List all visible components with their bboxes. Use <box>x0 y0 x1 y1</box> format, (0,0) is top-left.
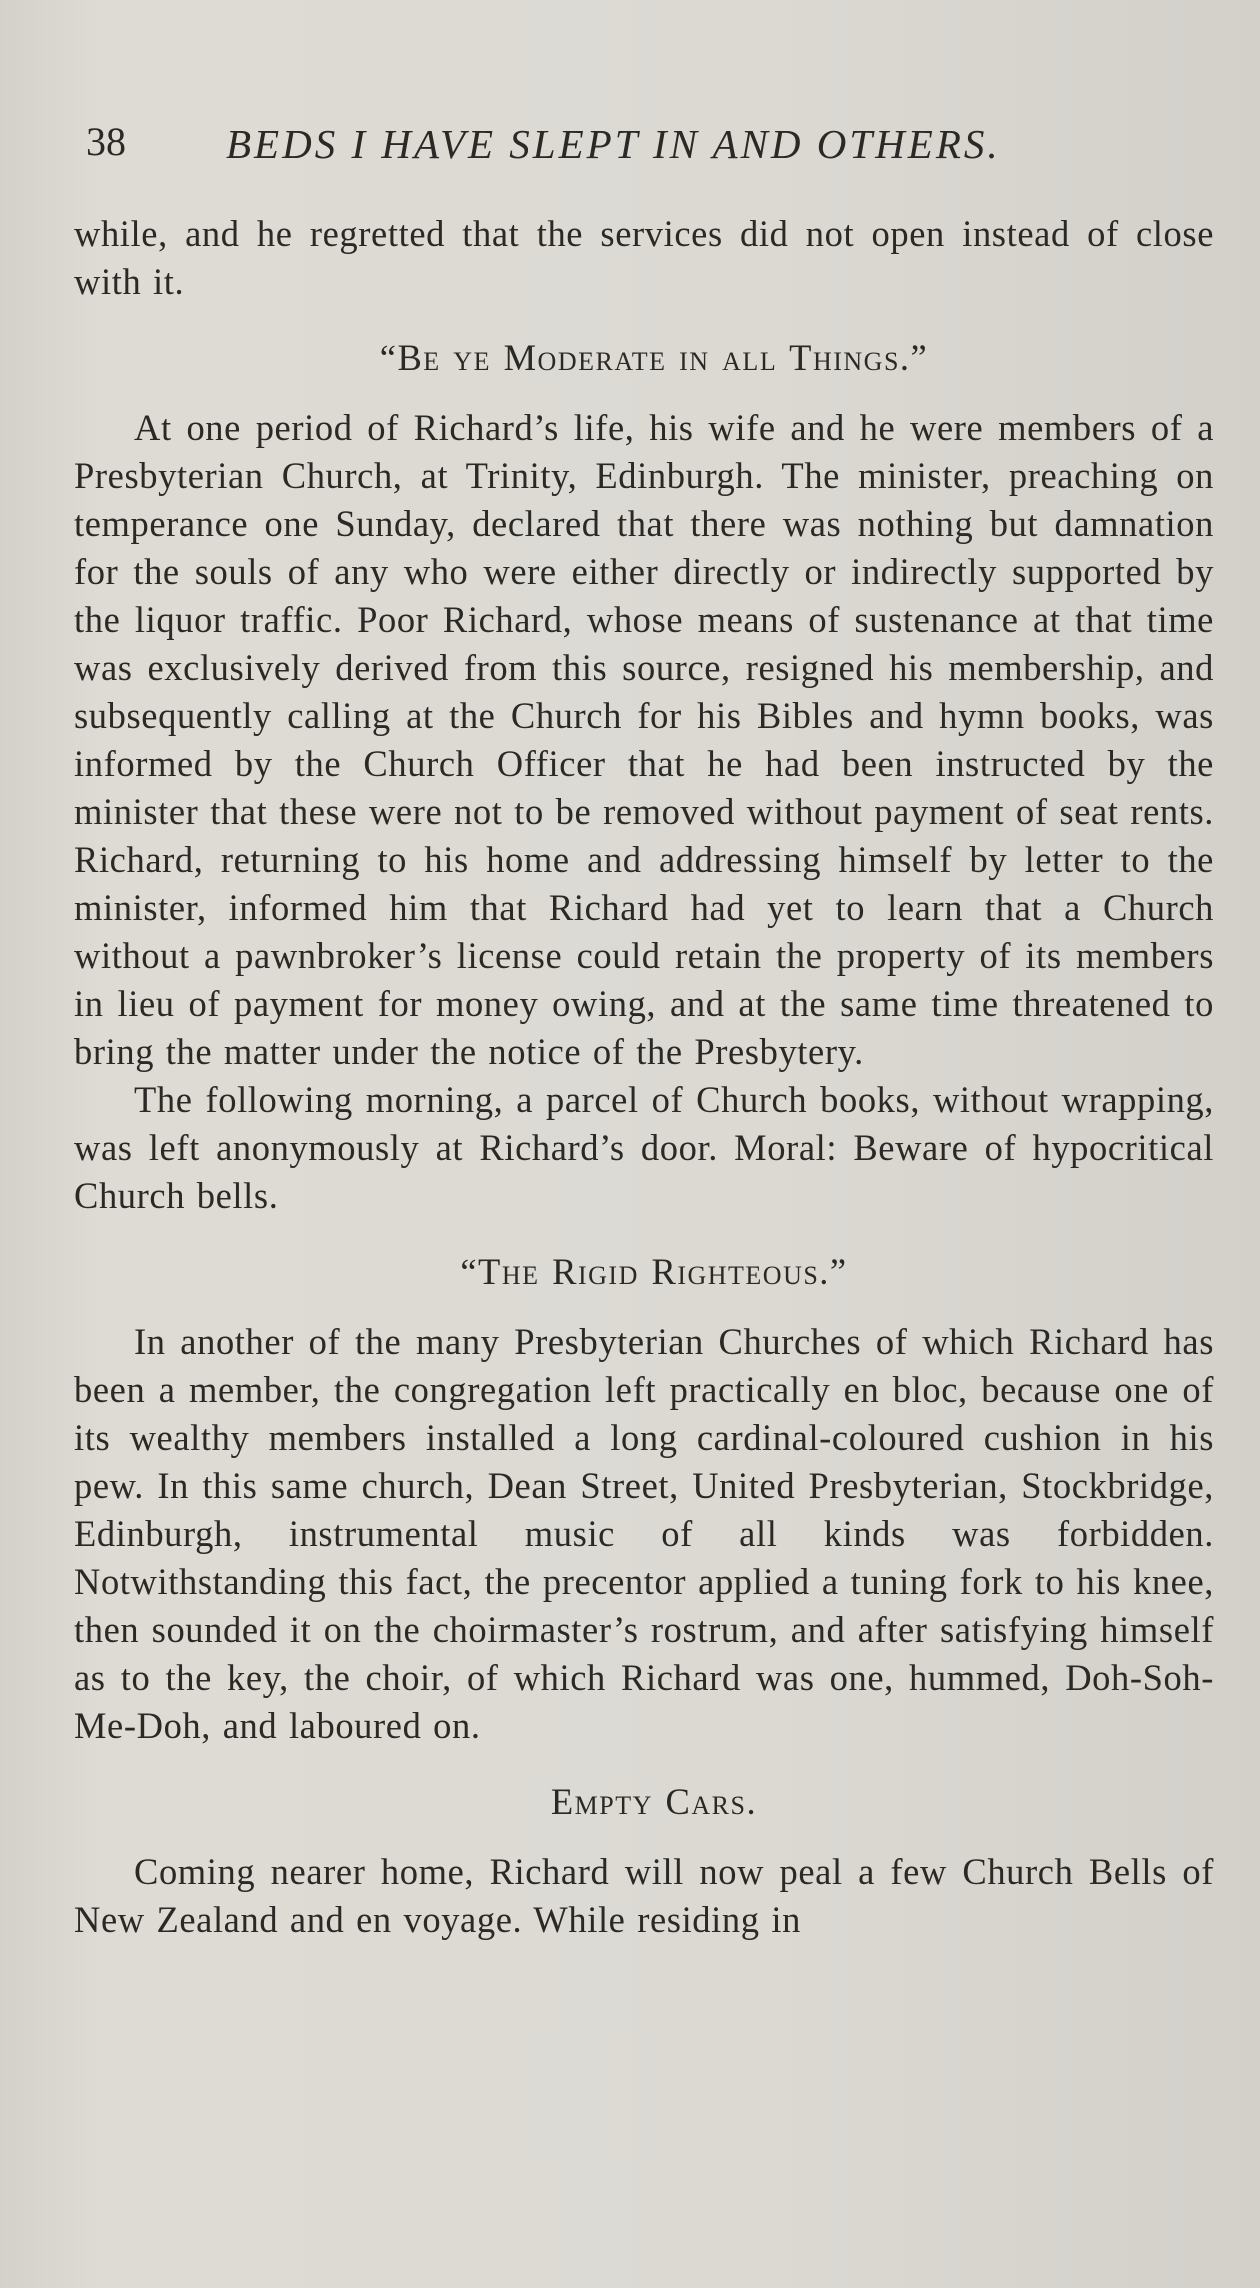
paragraph-new-zealand: Coming nearer home, Richard will now peal a few Church Bells of New Zealand and en voyage. While residing in <box>74 1851 1214 1940</box>
paragraph-trinity-church: At one period of Richard’s life, his wife and he were members of a Presbyterian Church, at Trinity, Edinburgh. The minister, preaching on temperance one Sunday, declared that there was nothing but damnation for the souls of any who were either directly or indirectly supported by the liquor traffic. Poor Richard, whose means of sustenance at that time was exclusively derived from this source, resigned his membership, and subsequently calling at the Church for his Bibles and hymn books, was informed by the Church Officer that he had been instructed by the minister that these were not to be removed without payment of seat rents. Richard, returning to his home and addressing himself by letter to the minister, informed him that Richard had yet to learn that a Church without a pawnbroker’s license could retain the property of its members in lieu of payment for money owing, and at the same time threatened to bring the matter under the notice of the Presbytery. <box>74 407 1214 1072</box>
running-title: BEDS I HAVE SLEPT IN AND OTHERS. <box>226 121 1001 167</box>
page-number: 38 <box>86 119 126 164</box>
section-heading-rigid-righteous: “The Rigid Righteous.” <box>460 1251 848 1292</box>
body-text <box>74 210 1214 1944</box>
section-heading-empty-cars: Empty Cars. <box>550 1781 758 1822</box>
paragraph-following-morning: The following morning, a parcel of Church books, without wrapping, was left anonymously at Richard’s door. Moral: Beware of hypocritical Church bells. <box>74 1079 1214 1216</box>
section-heading-moderate: “Be ye Moderate in all Things.” <box>379 337 929 378</box>
continuation-paragraph: while, and he regretted that the services did not open instead of close with it. <box>74 213 1214 302</box>
paragraph-dean-street: In another of the many Presbyterian Churches of which Richard has been a member, the congregation left practically en bloc, because one of its wealthy members installed a long cardinal-coloured cushion in his pew. In this same church, Dean Street, United Presbyterian, Stockbridge, Edinburgh, instrumental music of all kinds was forbidden. Notwithstanding this fact, the precentor applied a tuning fork to his knee, then sounded it on the choirmaster’s rostrum, and after satisfying himself as to the key, the choir, of which Richard was one, hummed, Doh-Soh-Me-Doh, and laboured on. <box>74 1321 1214 1746</box>
page-header <box>86 118 1216 178</box>
